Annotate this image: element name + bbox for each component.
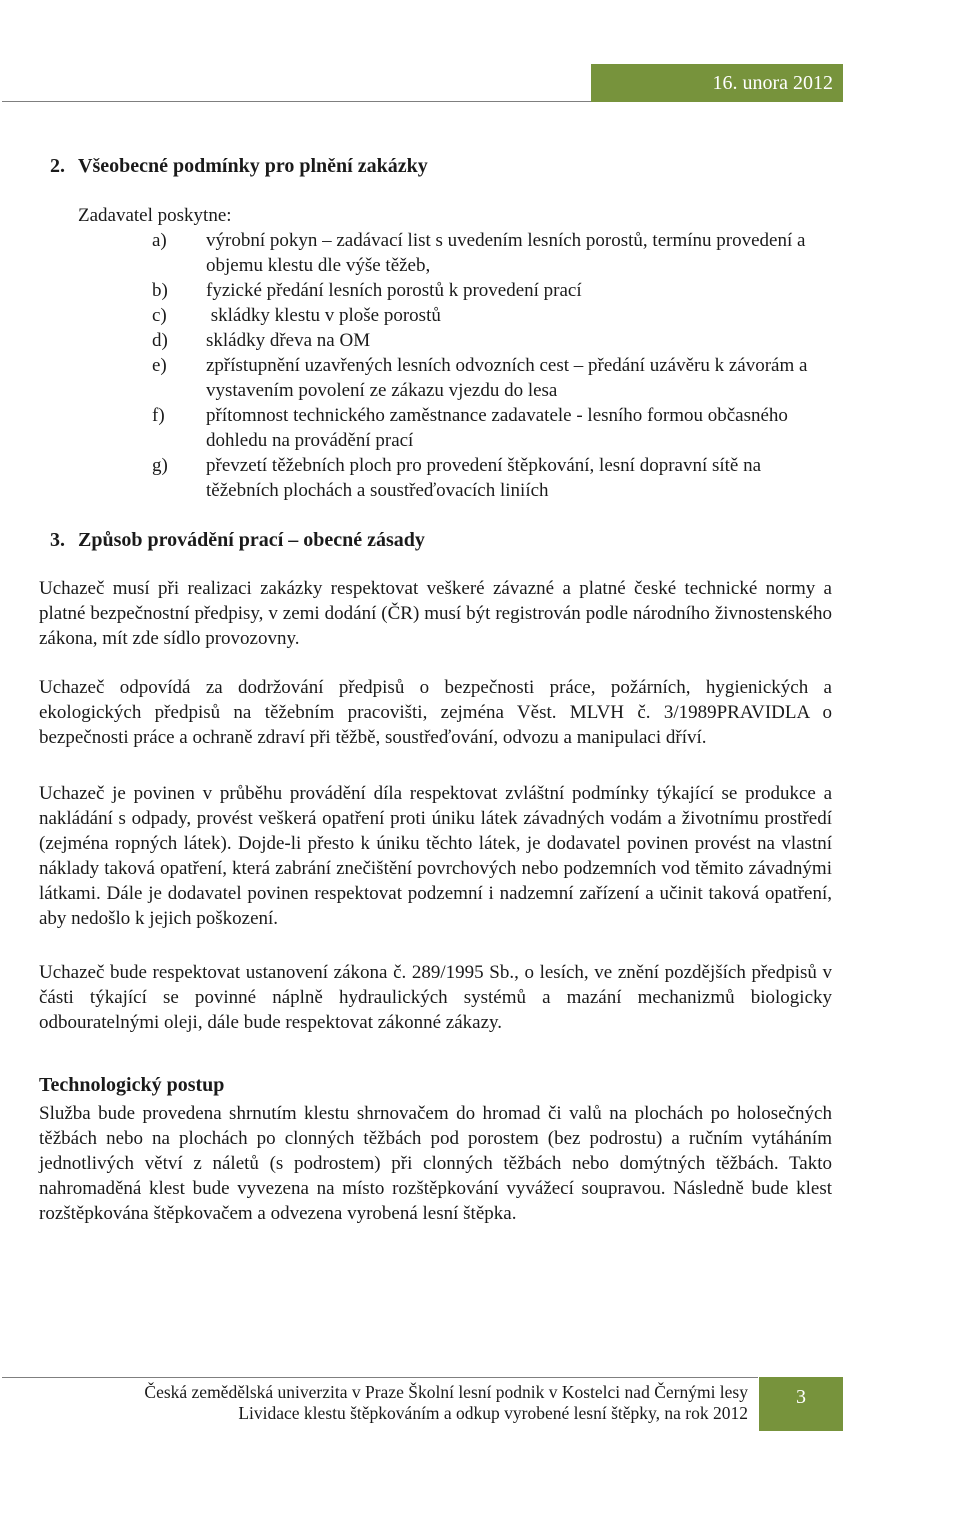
section-2-heading <box>50 152 428 180</box>
footer-rule <box>2 1377 758 1378</box>
section-2-number: 2. <box>50 155 65 177</box>
list-marker: f) <box>152 405 165 426</box>
list-text: fyzické předání lesních porostů k provedení prací <box>206 280 582 301</box>
list-text: výrobní pokyn – zadávací list s uvedením lesních porostů, termínu provedení a objemu klestu dle výše těžeb, <box>206 230 806 276</box>
list-text: skládky dřeva na OM <box>206 330 371 351</box>
list-text: převzetí těžebních ploch pro provedení štěpkování, lesní dopravní sítě na těžebních plochách a soustřeďovacích liniích <box>206 455 762 501</box>
technology-heading: Technologický postup <box>39 1074 225 1096</box>
technology-paragraph: Služba bude provedena shrnutím klestu shrnovačem do hromad či valů na plochách po holosečných těžbách nebo na plochách po clonných těžbách pod porostem (bez podrostu) a ručním vytáháním jednotlivých větví z náletů (s podrostem) při clonných těžbách nebo domýtných těžbách. Takto nahromaděná klest bude vyvezena na místo rozštěpkování vyvážecí soupravou. Následně bude klest rozštěpkována štěpkovačem a odvezena vyrobená lesní štěpka. <box>39 1103 832 1224</box>
footer-institution: Česká zemědělská univerzita v Praze Školní lesní podnik v Kostelci nad Černými lesy <box>144 1382 748 1402</box>
section-2-intro: Zadavatel poskytne: <box>78 205 232 226</box>
list-marker: c) <box>152 305 167 326</box>
list-marker: a) <box>152 230 167 251</box>
list-marker: d) <box>152 330 168 351</box>
list-marker: e) <box>152 355 167 376</box>
list-text: přítomnost technického zaměstnance zadavatele - lesního formou občasného dohledu na provádění prací <box>206 405 788 451</box>
list-item <box>152 403 832 453</box>
section-2-title: Všeobecné podmínky pro plnění zakázky <box>78 155 428 177</box>
list-item <box>152 303 832 328</box>
header-date: 16. unora 2012 <box>591 64 843 102</box>
header-rule <box>2 101 592 102</box>
paragraph-forest-law: Uchazeč bude respektovat ustanovení zákona č. 289/1995 Sb., o lesích, ve znění pozdějších předpisů v části týkající se povinné náplně hydraulických systémů a mazání mechanizmů biologicky odbouratelnými oleji, dále bude respektovat zákonné zákazy. <box>39 962 832 1033</box>
paragraph-safety: Uchazeč odpovídá za dodržování předpisů o bezpečnosti práce, požárních, hygienických a ekologických předpisů na těžebním pracovišti, zejména Věst. MLVH č. 3/1989PRAVIDLA o bezpečnosti práce a ochraně zdraví při těžbě, soustřeďování, odvozu a manipulaci dříví. <box>39 677 832 748</box>
footer-project: Lividace klestu štěpkováním a odkup vyrobené lesní štěpky, na rok 2012 <box>238 1403 748 1423</box>
footer <box>40 1382 748 1424</box>
list-item <box>152 278 832 303</box>
list-marker: g) <box>152 455 168 476</box>
list-item <box>152 328 832 353</box>
page-number: 3 <box>759 1377 843 1431</box>
paragraph-standards: Uchazeč musí při realizaci zakázky respektovat veškeré závazné a platné české technické normy a platné bezpečnostní předpisy, v zemi dodání (ČR) musí být registrován podle národního živnostenského zákona, mít zde sídlo provozovny. <box>39 578 832 649</box>
list-item <box>152 228 832 278</box>
list-item <box>152 353 832 403</box>
provision-list <box>152 228 832 503</box>
paragraph-waste: Uchazeč je povinen v průběhu provádění díla respektovat zvláštní podmínky týkající se produkce a nakládání s odpady, provést veškerá opatření proti úniku látek závadných vodám a životnímu prostředí (zejména ropných látek). Dojde-li přesto k úniku těchto látek, je dodavatel povinen provést na vlastní náklady taková opatření, která zabrání znečištění povrchových nebo podzemních vod těmito závadnými látkami. Dále je dodavatel povinen respektovat podzemní i nadzemní zařízení a učinit taková opatření, aby nedošlo k jejich poškození. <box>39 783 832 929</box>
section-3-title: Způsob provádění prací – obecné zásady <box>78 529 425 551</box>
list-text: zpřístupnění uzavřených lesních odvozních cest – předání uzávěru k závorám a vystavením povolení ze zákazu vjezdu do lesa <box>206 355 808 401</box>
list-marker: b) <box>152 280 168 301</box>
section-3-heading <box>50 527 425 553</box>
list-text: skládky klestu v ploše porostů <box>206 305 441 326</box>
list-item <box>152 453 832 503</box>
section-3-number: 3. <box>50 529 65 551</box>
